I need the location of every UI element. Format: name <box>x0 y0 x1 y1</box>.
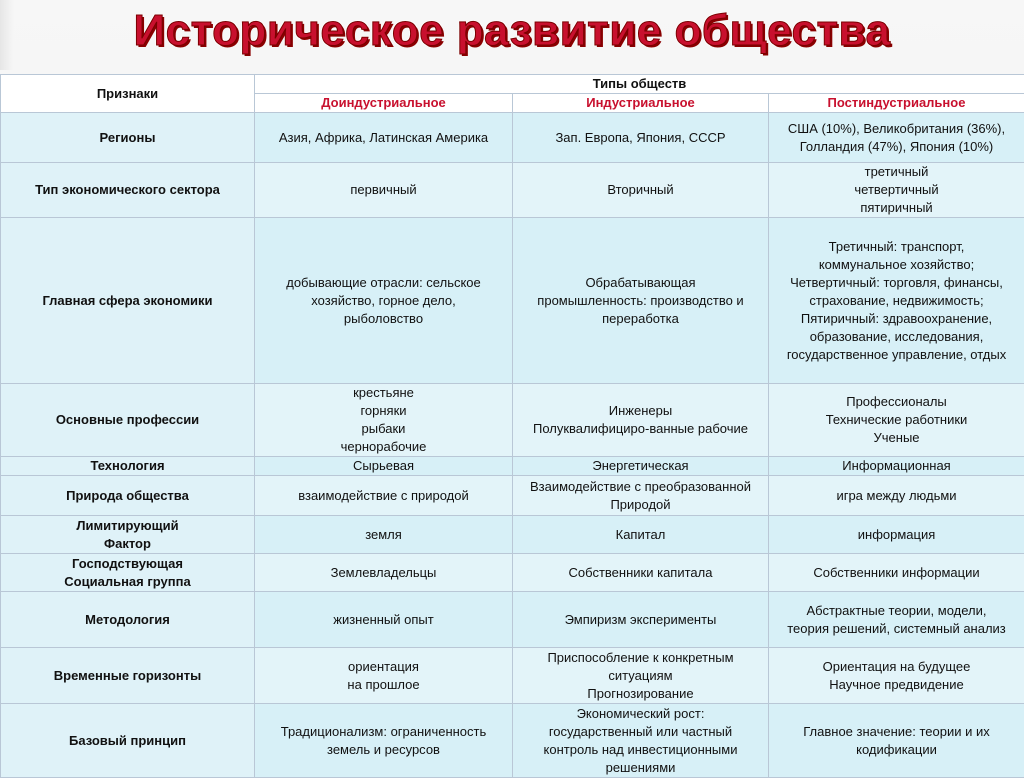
table-row <box>1 554 1024 592</box>
table-cell: США (10%), Великобритания (36%), Голландия (47%), Япония (10%) <box>769 113 1024 163</box>
header-types: Типы обществ <box>255 75 1024 94</box>
table-cell: Зап. Европа, Япония, СССР <box>513 113 769 163</box>
table-cell: Вторичный <box>513 163 769 218</box>
table-cell: первичный <box>255 163 513 218</box>
table-row <box>1 384 1024 457</box>
table-row <box>1 476 1024 516</box>
table-cell: Обрабатывающая промышленность: производство и переработка <box>513 218 769 384</box>
table-cell: жизненный опыт <box>255 592 513 648</box>
row-label: Основные профессии <box>1 384 255 457</box>
table-cell: Информационная <box>769 457 1024 476</box>
row-label: Методология <box>1 592 255 648</box>
table-cell: взаимодействие с природой <box>255 476 513 516</box>
table-cell: Третичный: транспорт, коммунальное хозяйство; Четвертичный: торговля, финансы, страхование, недвижимость; Пятиричный: здравоохранение, образование, исследования, государственное управление, отдых <box>769 218 1024 384</box>
row-label: Тип экономического сектора <box>1 163 255 218</box>
table-cell: ориентация на прошлое <box>255 648 513 704</box>
row-label: Лимитирующий Фактор <box>1 516 255 554</box>
table-cell: Собственники информации <box>769 554 1024 592</box>
table-row <box>1 218 1024 384</box>
table-cell: Землевладельцы <box>255 554 513 592</box>
row-label: Базовый принцип <box>1 704 255 778</box>
table-row <box>1 516 1024 554</box>
table-cell: Взаимодействие с преобразованной Природой <box>513 476 769 516</box>
header-type-postindustrial: Постиндустриальное <box>769 94 1024 113</box>
table-cell: Ориентация на будущее Научное предвидение <box>769 648 1024 704</box>
row-label: Главная сфера экономики <box>1 218 255 384</box>
table-row <box>1 704 1024 778</box>
table-cell: земля <box>255 516 513 554</box>
table-cell: Главное значение: теории и их кодификации <box>769 704 1024 778</box>
table-row <box>1 113 1024 163</box>
row-label: Природа общества <box>1 476 255 516</box>
header-type-industrial: Индустриальное <box>513 94 769 113</box>
table-cell: Традиционализм: ограниченность земель и ресурсов <box>255 704 513 778</box>
table-cell: Капитал <box>513 516 769 554</box>
society-types-table <box>0 74 1024 778</box>
table-cell: Азия, Африка, Латинская Америка <box>255 113 513 163</box>
table-row <box>1 163 1024 218</box>
table-cell: третичный четвертичный пятиричный <box>769 163 1024 218</box>
row-label: Технология <box>1 457 255 476</box>
table-cell: Сырьевая <box>255 457 513 476</box>
row-label: Регионы <box>1 113 255 163</box>
header-type-preindustrial: Доиндустриальное <box>255 94 513 113</box>
page-title: Историческое развитие общества <box>0 6 1024 56</box>
table-cell: добывающие отрасли: сельское хозяйство, горное дело, рыболовство <box>255 218 513 384</box>
table-cell: Абстрактные теории, модели, теория решений, системный анализ <box>769 592 1024 648</box>
header-signs: Признаки <box>1 75 255 113</box>
table-cell: Энергетическая <box>513 457 769 476</box>
table-cell: игра между людьми <box>769 476 1024 516</box>
table-cell: Инженеры Полуквалифициро-ванные рабочие <box>513 384 769 457</box>
table-row <box>1 457 1024 476</box>
row-label: Временные горизонты <box>1 648 255 704</box>
table-cell: Экономический рост: государственный или частный контроль над инвестиционными решениями <box>513 704 769 778</box>
table-cell: Приспособление к конкретным ситуациям Прогнозирование <box>513 648 769 704</box>
table-cell: Профессионалы Технические работники Ученые <box>769 384 1024 457</box>
row-label: Господствующая Социальная группа <box>1 554 255 592</box>
table-cell: крестьяне горняки рыбаки чернорабочие <box>255 384 513 457</box>
table-cell: информация <box>769 516 1024 554</box>
table-row <box>1 592 1024 648</box>
table-row <box>1 648 1024 704</box>
table-cell: Собственники капитала <box>513 554 769 592</box>
table-cell: Эмпиризм эксперименты <box>513 592 769 648</box>
